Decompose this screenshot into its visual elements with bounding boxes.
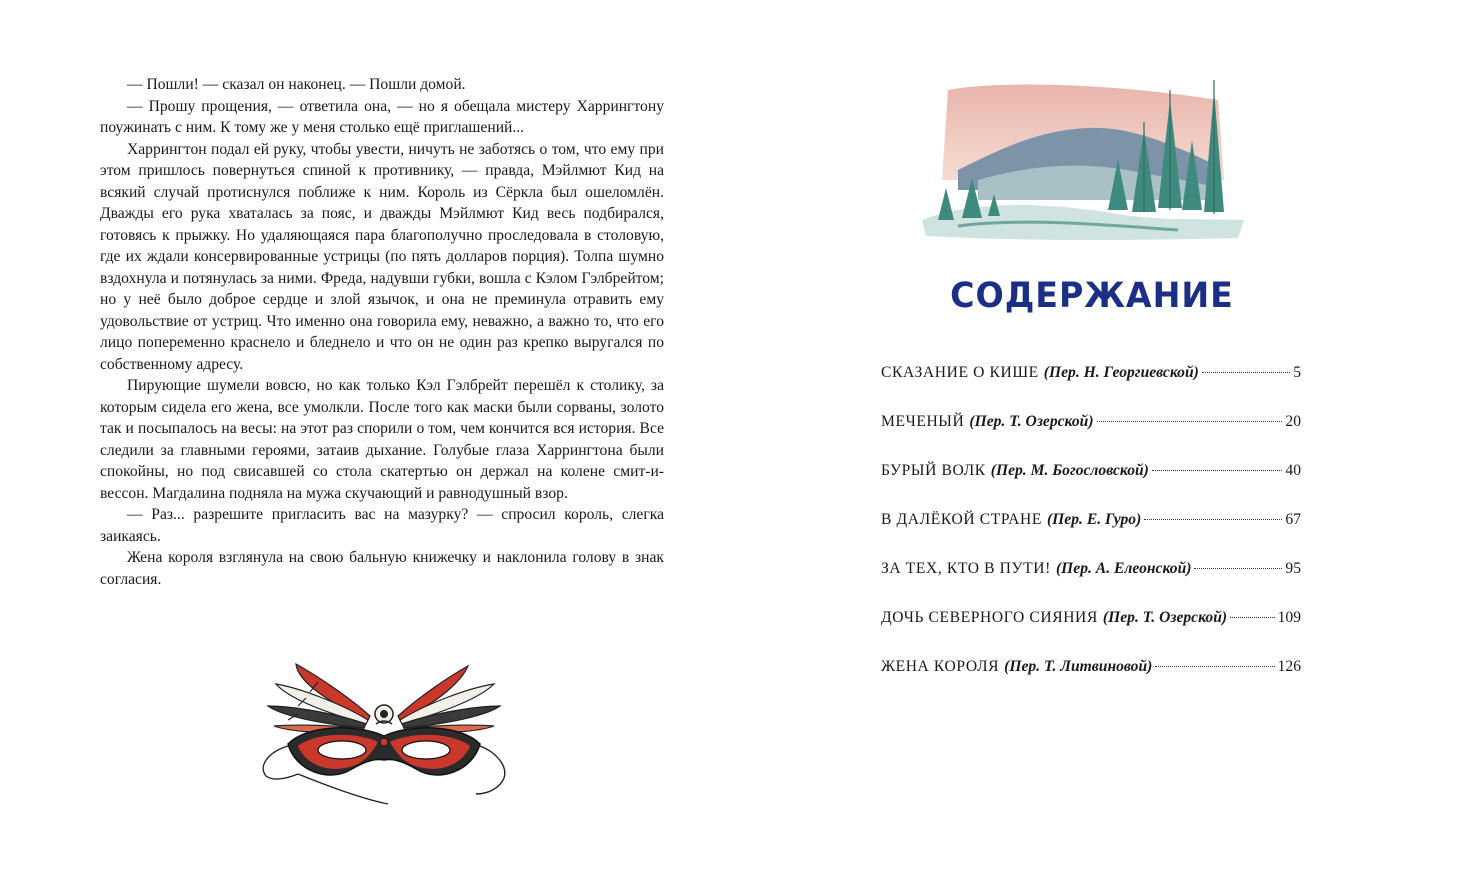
toc-translator: (Пер. Т. Литвиновой) xyxy=(1004,658,1153,675)
toc-dot-leader xyxy=(1230,617,1275,618)
toc-page-number: 67 xyxy=(1285,511,1301,528)
toc-story-title: БУРЫЙ ВОЛК xyxy=(881,462,986,479)
toc-entry[interactable] xyxy=(881,560,1301,609)
masquerade-mask-icon xyxy=(258,662,510,810)
toc-translator: (Пер. Е. Гуро) xyxy=(1046,511,1142,528)
toc-entry[interactable] xyxy=(881,462,1301,511)
toc-story-title: ЖЕНА КОРОЛЯ xyxy=(881,658,1000,675)
toc-translator: (Пер. М. Богословской) xyxy=(990,462,1149,479)
paragraph: Пирующие шумели вовсю, но как только Кэл Гэлбрейт перешёл к столику, за которым сидела его жена, все умолкли. После того как маски были сорваны, золото так и посыпалось на весы: на этот раз спорили о том, чем кончится вся история. Все следили за главными героями, затаив дыхание. Голубые глаза Харрингтона были спокойны, но под свисавшей со стола скатертью он держал на колене смит-и-вессон. Магдалина подняла на мужа скучающий и равнодушный взор. xyxy=(100,377,664,502)
paragraph: — Раз... разрешите пригласить вас на мазурку? — спросил король, слегка заикаясь. xyxy=(100,506,664,545)
toc-entry[interactable] xyxy=(881,511,1301,560)
toc-dot-leader xyxy=(1152,470,1283,471)
toc-story-title: ДОЧЬ СЕВЕРНОГО СИЯНИЯ xyxy=(881,609,1098,626)
toc-page-number: 20 xyxy=(1285,413,1301,430)
toc-entry[interactable] xyxy=(881,364,1301,413)
toc-story-title: ЗА ТЕХ, КТО В ПУТИ! xyxy=(881,560,1051,577)
paragraph: — Прошу прощения, — ответила она, — но я обещала мистеру Харрингтону поужинать с ним. К тому же у меня столько ещё приглашений... xyxy=(100,97,664,136)
toc-dot-leader xyxy=(1155,666,1274,667)
toc-story-title: В ДАЛЁКОЙ СТРАНЕ xyxy=(881,511,1042,528)
winter-landscape-icon xyxy=(918,70,1248,246)
toc-dot-leader xyxy=(1194,568,1282,569)
toc-dot-leader xyxy=(1097,421,1283,422)
toc-translator: (Пер. А. Елеонской) xyxy=(1055,560,1192,577)
toc-translator: (Пер. Т. Озерской) xyxy=(1102,609,1228,626)
toc-story-title: СКАЗАНИЕ О КИШЕ xyxy=(881,364,1039,381)
toc-dot-leader xyxy=(1202,372,1290,373)
paragraph: Жена короля взглянула на свою бальную книжечку и наклонила голову в знак согласия. xyxy=(100,549,664,588)
toc-page-number: 109 xyxy=(1277,609,1301,626)
table-of-contents xyxy=(881,364,1301,707)
paragraph: — Пошли! — сказал он наконец. — Пошли домой. xyxy=(127,76,466,93)
toc-entry[interactable] xyxy=(881,658,1301,707)
toc-title: СОДЕРЖАНИЕ xyxy=(950,276,1234,316)
toc-page-number: 40 xyxy=(1285,462,1301,479)
toc-page-number: 126 xyxy=(1277,658,1301,675)
toc-translator: (Пер. Т. Озерской) xyxy=(969,413,1094,430)
toc-entry[interactable] xyxy=(881,609,1301,658)
toc-entry[interactable] xyxy=(881,413,1301,462)
paragraph: Харрингтон подал ей руку, чтобы увести, ничуть не заботясь о том, что ему при этом пришлось повернуться спиной к противнику, — правда, Мэйлмют Кид на всякий случай протиснулся поближе к ним. Король из Сёркла был ошеломлён. Дважды его рука хваталась за пояс, и дважды Мэйлмют Кид весь подбирался, готовясь к прыжку. Но удаляющаяся пара благополучно проследовала в столовую, где их ждали консервированные устрицы (по пять долларов порция). Толпа шумно вздохнула и потянулась за ними. Фреда, надувши губки, вошла с Кэлом Гэлбрейтом; но у неё было доброе сердце и злой язычок, и она не преминула отравить ему удовольствие от устриц. Что именно она говорила ему, неважно, а важно то, что его лицо попеременно краснело и бледнело и что он не один раз крепко выругался по собственному адресу. xyxy=(100,140,664,373)
toc-story-title: МЕЧЕНЫЙ xyxy=(881,413,965,430)
toc-dot-leader xyxy=(1144,519,1282,520)
toc-page-number: 5 xyxy=(1293,364,1301,381)
left-page-text xyxy=(100,74,664,590)
toc-translator: (Пер. Н. Георгиевской) xyxy=(1043,364,1199,381)
toc-page-number: 95 xyxy=(1285,560,1301,577)
